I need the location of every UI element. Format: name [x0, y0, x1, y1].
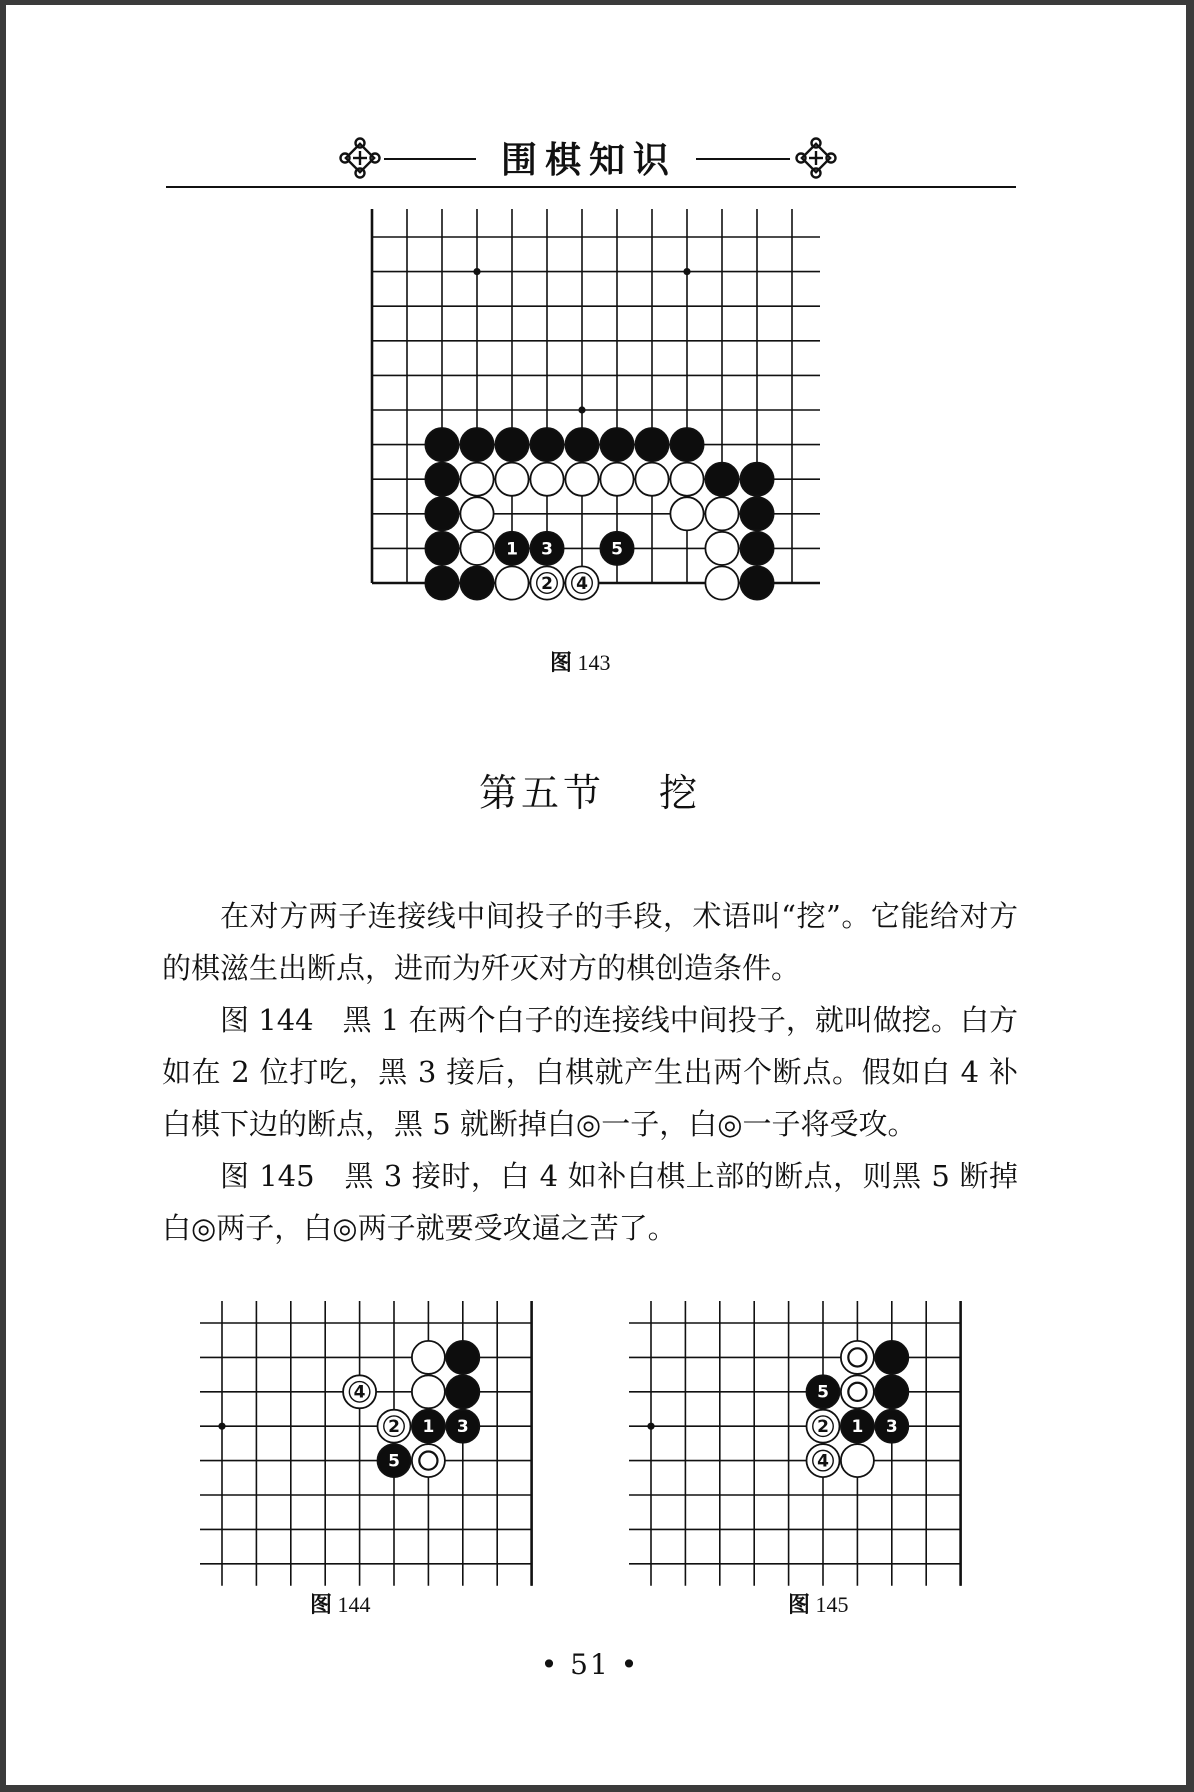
paragraph: 在对方两子连接线中间投子的手段，术语叫“挖”。它能给对方的棋滋生出断点，进而为歼灭对方的棋创造条件。: [162, 899, 1018, 985]
move-number: 5: [388, 1451, 400, 1472]
move-number: 4: [817, 1451, 829, 1472]
grid-lines: [629, 1301, 961, 1586]
section-number: 第五节: [478, 771, 605, 815]
white-stone: [841, 1375, 874, 1408]
move-number: 1: [506, 539, 518, 560]
page-number: • 51 •: [540, 1648, 640, 1681]
move-number: 3: [456, 1417, 469, 1438]
move-number: 1: [851, 1417, 864, 1438]
move-number: 3: [541, 539, 553, 560]
black-stone: [841, 1410, 874, 1443]
caption-prefix: 图: [550, 650, 573, 675]
black-stone: [875, 1341, 908, 1374]
move-number: 5: [611, 539, 623, 560]
white-stone: [806, 1444, 839, 1477]
move-number: 3: [885, 1417, 898, 1438]
white-stone: [806, 1410, 839, 1443]
move-number: 2: [541, 573, 553, 594]
caption-number: 145: [815, 1592, 849, 1617]
move-number: 2: [817, 1417, 829, 1438]
paragraph: 图 145 黑 3 接时，白 4 如补白棋上部的断点，则黑 5 断掉白◎两子，白◎两子就要受攻逼之苦了。: [162, 1159, 1018, 1245]
paragraph: 图 144 黑 1 在两个白子的连接线中间投子，就叫做挖。白方如在 2 位打吃，黑 3 接后，白棋就产生出两个断点。假如白 4 补白棋下边的断点，黑 5 就断掉白◎一子，白◎一子将受攻。: [162, 1003, 1018, 1141]
move-number: 4: [576, 573, 588, 594]
header-title: 围棋知识: [500, 139, 677, 181]
star-point: [647, 1423, 654, 1430]
section-title: 挖: [659, 771, 702, 815]
move-number: 1: [422, 1417, 435, 1438]
white-stone: [841, 1341, 874, 1374]
caption-number: 144: [337, 1592, 371, 1617]
caption-prefix: 图: [788, 1592, 811, 1617]
figure-caption-145: [788, 1588, 849, 1619]
black-stone: [875, 1375, 908, 1408]
move-number: 4: [353, 1382, 366, 1403]
black-stone: [806, 1375, 839, 1408]
move-number: 5: [817, 1382, 829, 1403]
caption-prefix: 图: [310, 1592, 333, 1617]
move-number: 2: [388, 1417, 400, 1438]
white-stone: [841, 1444, 874, 1477]
black-stone: [875, 1410, 908, 1443]
caption-number: 143: [577, 650, 611, 675]
